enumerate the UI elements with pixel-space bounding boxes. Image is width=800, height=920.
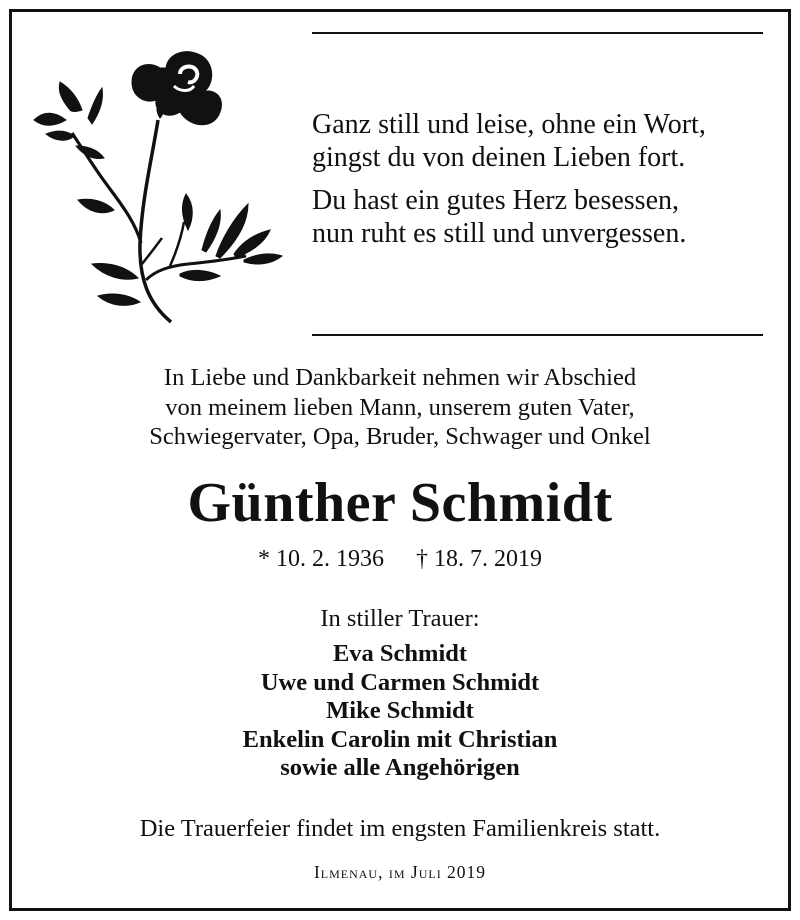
life-dates	[0, 544, 800, 574]
memorial-poem	[312, 108, 772, 260]
death-date: † 18. 7. 2019	[416, 546, 542, 572]
farewell-line: Schwiegervater, Opa, Bruder, Schwager und Onkel	[149, 423, 651, 450]
birth-date: * 10. 2. 1936	[258, 546, 384, 572]
farewell-line: von meinem lieben Mann, unserem guten Vater,	[165, 393, 635, 421]
farewell-text	[0, 363, 800, 452]
poem-stanza-1	[312, 108, 772, 174]
poem-stanza-2	[312, 184, 772, 250]
mourner-name: Mike Schmidt	[326, 697, 474, 725]
mourning-heading: In stiller Trauer:	[320, 605, 480, 632]
poem-line: nun ruht es still und unvergessen.	[312, 218, 687, 249]
mourners-list	[0, 640, 800, 783]
farewell-line: In Liebe und Dankbarkeit nehmen wir Abschied	[163, 364, 637, 391]
mourner-name: sowie alle Angehörigen	[280, 754, 520, 782]
poem-line: Du hast ein gutes Herz besessen,	[312, 185, 680, 216]
funeral-note: Die Trauerfeier findet im engsten Familienkreis statt.	[139, 815, 661, 842]
poem-line: Ganz still und leise, ohne ein Wort,	[312, 109, 706, 140]
top-divider	[312, 32, 763, 34]
mourner-name: Enkelin Carolin mit Christian	[242, 725, 558, 753]
mourner-name: Eva Schmidt	[332, 640, 468, 667]
poem-line: gingst du von deinen Lieben fort.	[312, 142, 686, 173]
bottom-divider	[312, 334, 763, 336]
rose-icon	[30, 38, 290, 328]
place-and-date: Ilmenau, im Juli 2019	[313, 862, 487, 882]
deceased-name: Günther Schmidt	[187, 472, 613, 534]
mourner-name: Uwe und Carmen Schmidt	[260, 668, 540, 696]
